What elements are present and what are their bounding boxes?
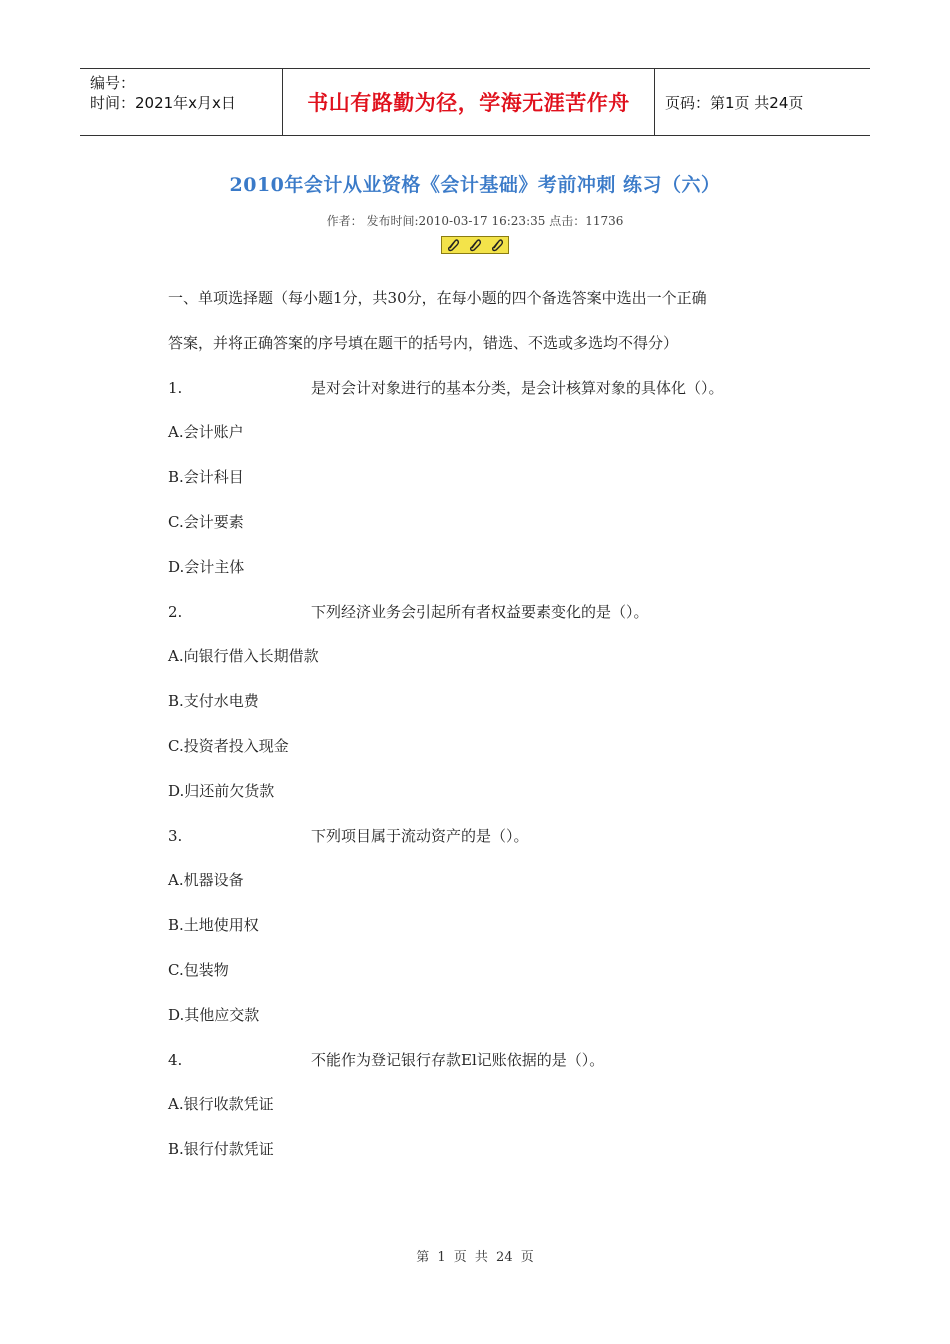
question-number: 1.	[168, 378, 183, 397]
answer-option: D.归还前欠货款	[168, 781, 275, 800]
answer-option: A.机器设备	[168, 871, 244, 890]
paperclip-icon[interactable]	[489, 238, 505, 252]
question-text: 下列经济业务会引起所有者权益要素变化的是（）。	[311, 602, 649, 621]
section-intro-line: 一、单项选择题（每小题1分，共30分，在每小题的四个备选答案中选出一个正确	[168, 289, 707, 307]
question-number: 2.	[168, 602, 183, 621]
answer-option: B.支付水电费	[168, 692, 259, 711]
question-stem	[168, 820, 808, 865]
article-meta: 作者： 发布时间:2010-03-17 16:23:35 点击：11736	[326, 214, 624, 228]
section-intro-line: 答案，并将正确答案的序号填在题干的括号内，错选、不选或多选均不得分）	[168, 333, 679, 352]
paperclip-icon[interactable]	[467, 238, 483, 252]
time-label: 时间：2021年x月x日	[90, 94, 236, 112]
answer-option: B.会计科目	[168, 468, 244, 487]
question-number: 4.	[168, 1050, 183, 1069]
question-text: 下列项目属于流动资产的是（）。	[311, 826, 529, 845]
answer-option: C.会计要素	[168, 512, 244, 531]
answer-option: A.会计账户	[168, 423, 244, 442]
answer-option: B.银行付款凭证	[168, 1140, 274, 1159]
header-motto: 书山有路勤为径，学海无涯苦作舟	[282, 69, 655, 135]
number-label: 编号：	[90, 74, 136, 92]
answer-option: D.会计主体	[168, 557, 245, 576]
header-info-cell	[80, 69, 282, 135]
exam-content	[168, 282, 808, 1178]
document-title: 2010年会计从业资格《会计基础》考前冲刺 练习（六）	[229, 174, 721, 196]
answer-option: C.投资者投入现金	[168, 736, 289, 755]
document-header	[80, 68, 870, 136]
icon-toolbar	[441, 236, 509, 254]
question-text: 不能作为登记银行存款El记账依据的是（）。	[311, 1050, 605, 1069]
question-number: 3.	[168, 826, 183, 845]
answer-option: A.向银行借入长期借款	[168, 647, 319, 666]
answer-option: B.土地使用权	[168, 916, 259, 935]
paperclip-icon[interactable]	[445, 238, 461, 252]
question-stem	[168, 1044, 808, 1089]
header-page-info: 页码：第1页 共24页	[665, 93, 804, 112]
answer-option: A.银行收款凭证	[168, 1095, 274, 1114]
question-stem	[168, 372, 808, 417]
question-text: 是对会计对象进行的基本分类，是会计核算对象的具体化（）。	[311, 378, 724, 397]
answer-option: C.包装物	[168, 960, 229, 979]
page-footer: 第 1 页 共 24 页	[416, 1250, 534, 1265]
answer-option: D.其他应交款	[168, 1005, 260, 1024]
question-stem	[168, 596, 808, 641]
